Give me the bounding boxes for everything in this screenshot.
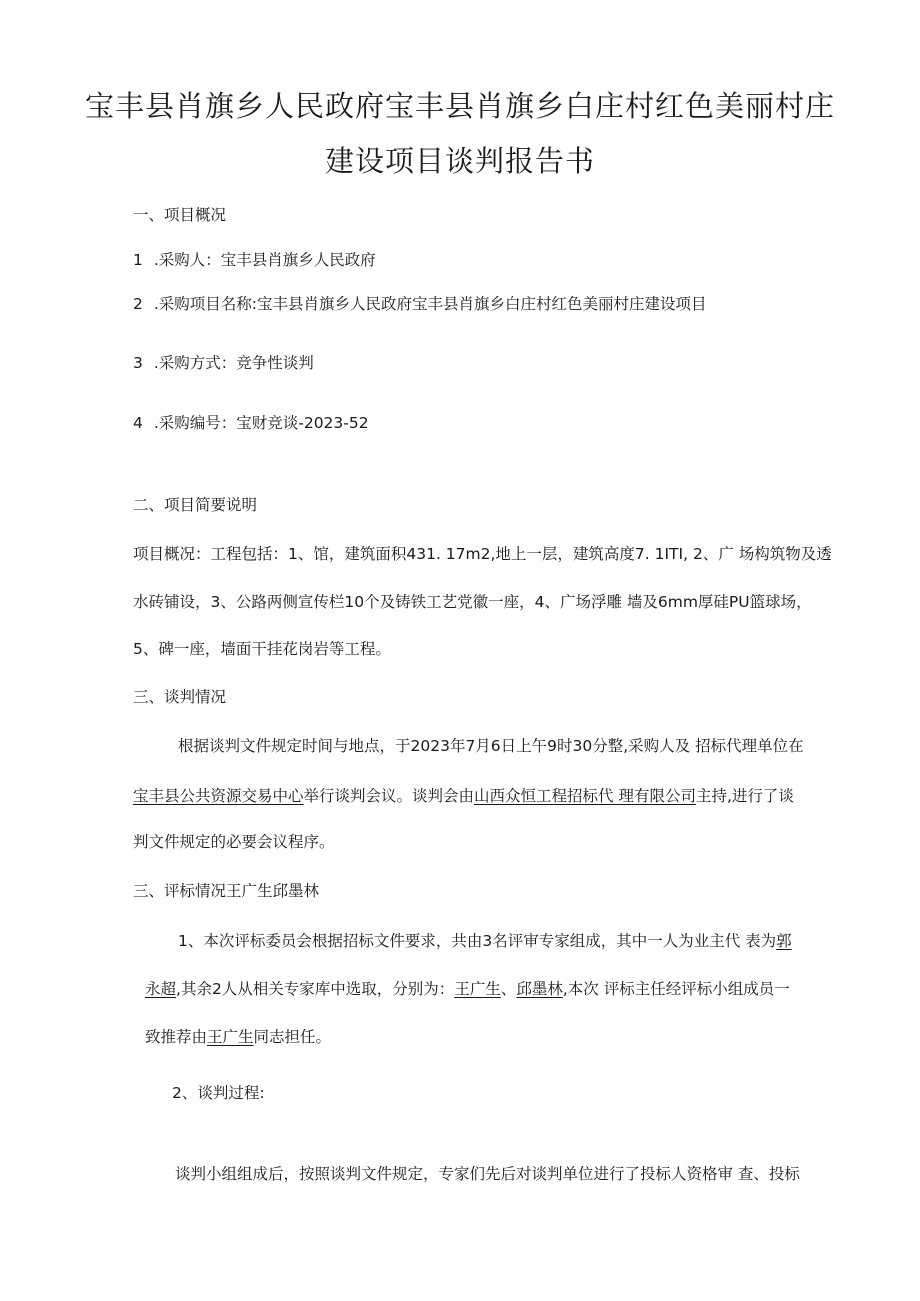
paragraph-line [145,1026,331,1048]
text-span: 1、本次评标委员会根据招标文件要求，共由3名评审专家组成，其中一人为业主代 表为 [178,932,777,950]
chair-name: 王广生 [207,1028,254,1046]
text-span: 、 [500,980,517,998]
document-title-line-1: 宝丰县肖旗乡人民政府宝丰县肖旗乡白庄村红色美丽村庄 [84,89,835,123]
document-title-line-2: 建设项目谈判报告书 [324,144,595,178]
owner-rep-name-part: 郭 [776,932,792,950]
paragraph-line [133,785,794,807]
text-span: ,其余2人从相关专家库中选取，分别为： [176,980,455,998]
section-heading-evaluation: 三、评标情况王广生邱墨林 [133,882,320,900]
owner-rep-name-part: 永超 [145,980,177,998]
paragraph-line: 项目概况：工程包括：1、馆，建筑面积431. 17m2,地上一层，建筑高度7. 1ITI, 2、广 场构筑物及透 [133,545,832,563]
text-span: 致推荐由 [145,1028,208,1046]
item-number: 4 [133,414,143,432]
agency-name: 山西众恒工程招标代 理有限公司 [474,787,696,805]
list-item [133,412,369,434]
item-number: 2 [133,295,143,313]
paragraph-line [145,978,790,1000]
list-item [133,249,376,271]
expert-name: 王广生 [454,980,501,998]
subsection-heading-process: 2、谈判过程: [172,1084,265,1102]
item-number: 3 [133,354,143,372]
paragraph-line: 判文件规定的必要会议程序。 [133,833,335,851]
list-item [133,352,314,374]
section-heading-overview: 一、项目概况 [133,206,227,224]
text-span: ,本次 评标主任经评标小组成员一 [562,980,790,998]
venue-name: 宝丰县公共资源交易中心 [133,787,304,805]
item-text: .采购编号：宝财竞谈-2023-52 [153,414,369,432]
section-heading-summary: 二、项目简要说明 [133,496,258,514]
item-text: .采购方式：竞争性谈判 [153,354,314,372]
paragraph-line: 谈判小组组成后，按照谈判文件规定，专家们先后对谈判单位进行了投标人资格审 查、投标 [175,1165,800,1183]
list-item [133,293,706,315]
text-span: 主持,进行了谈 [695,787,794,805]
paragraph-line: 水砖铺设，3、公路两侧宣传栏10个及铸铁工艺党徽一座，4、广场浮雕 墙及6mm厚硅PU篮球场， [133,593,812,611]
item-text: .采购人：宝丰县肖旗乡人民政府 [153,251,376,269]
paragraph-line: 5、碑一座，墙面干挂花岗岩等工程。 [133,640,391,658]
item-number: 1 [133,251,143,269]
section-heading-negotiation: 三、谈判情况 [133,688,227,706]
paragraph-line [178,930,792,952]
text-span: 举行谈判会议。谈判会由 [303,787,475,805]
expert-name: 邱墨林 [516,980,563,998]
item-text: .采购项目名称:宝丰县肖旗乡人民政府宝丰县肖旗乡白庄村红色美丽村庄建设项目 [153,295,707,313]
paragraph-line: 根据谈判文件规定时间与地点，于2023年7月6日上午9时30分整,采购人及 招标代理单位在 [178,737,804,755]
text-span: 同志担任。 [253,1028,332,1046]
